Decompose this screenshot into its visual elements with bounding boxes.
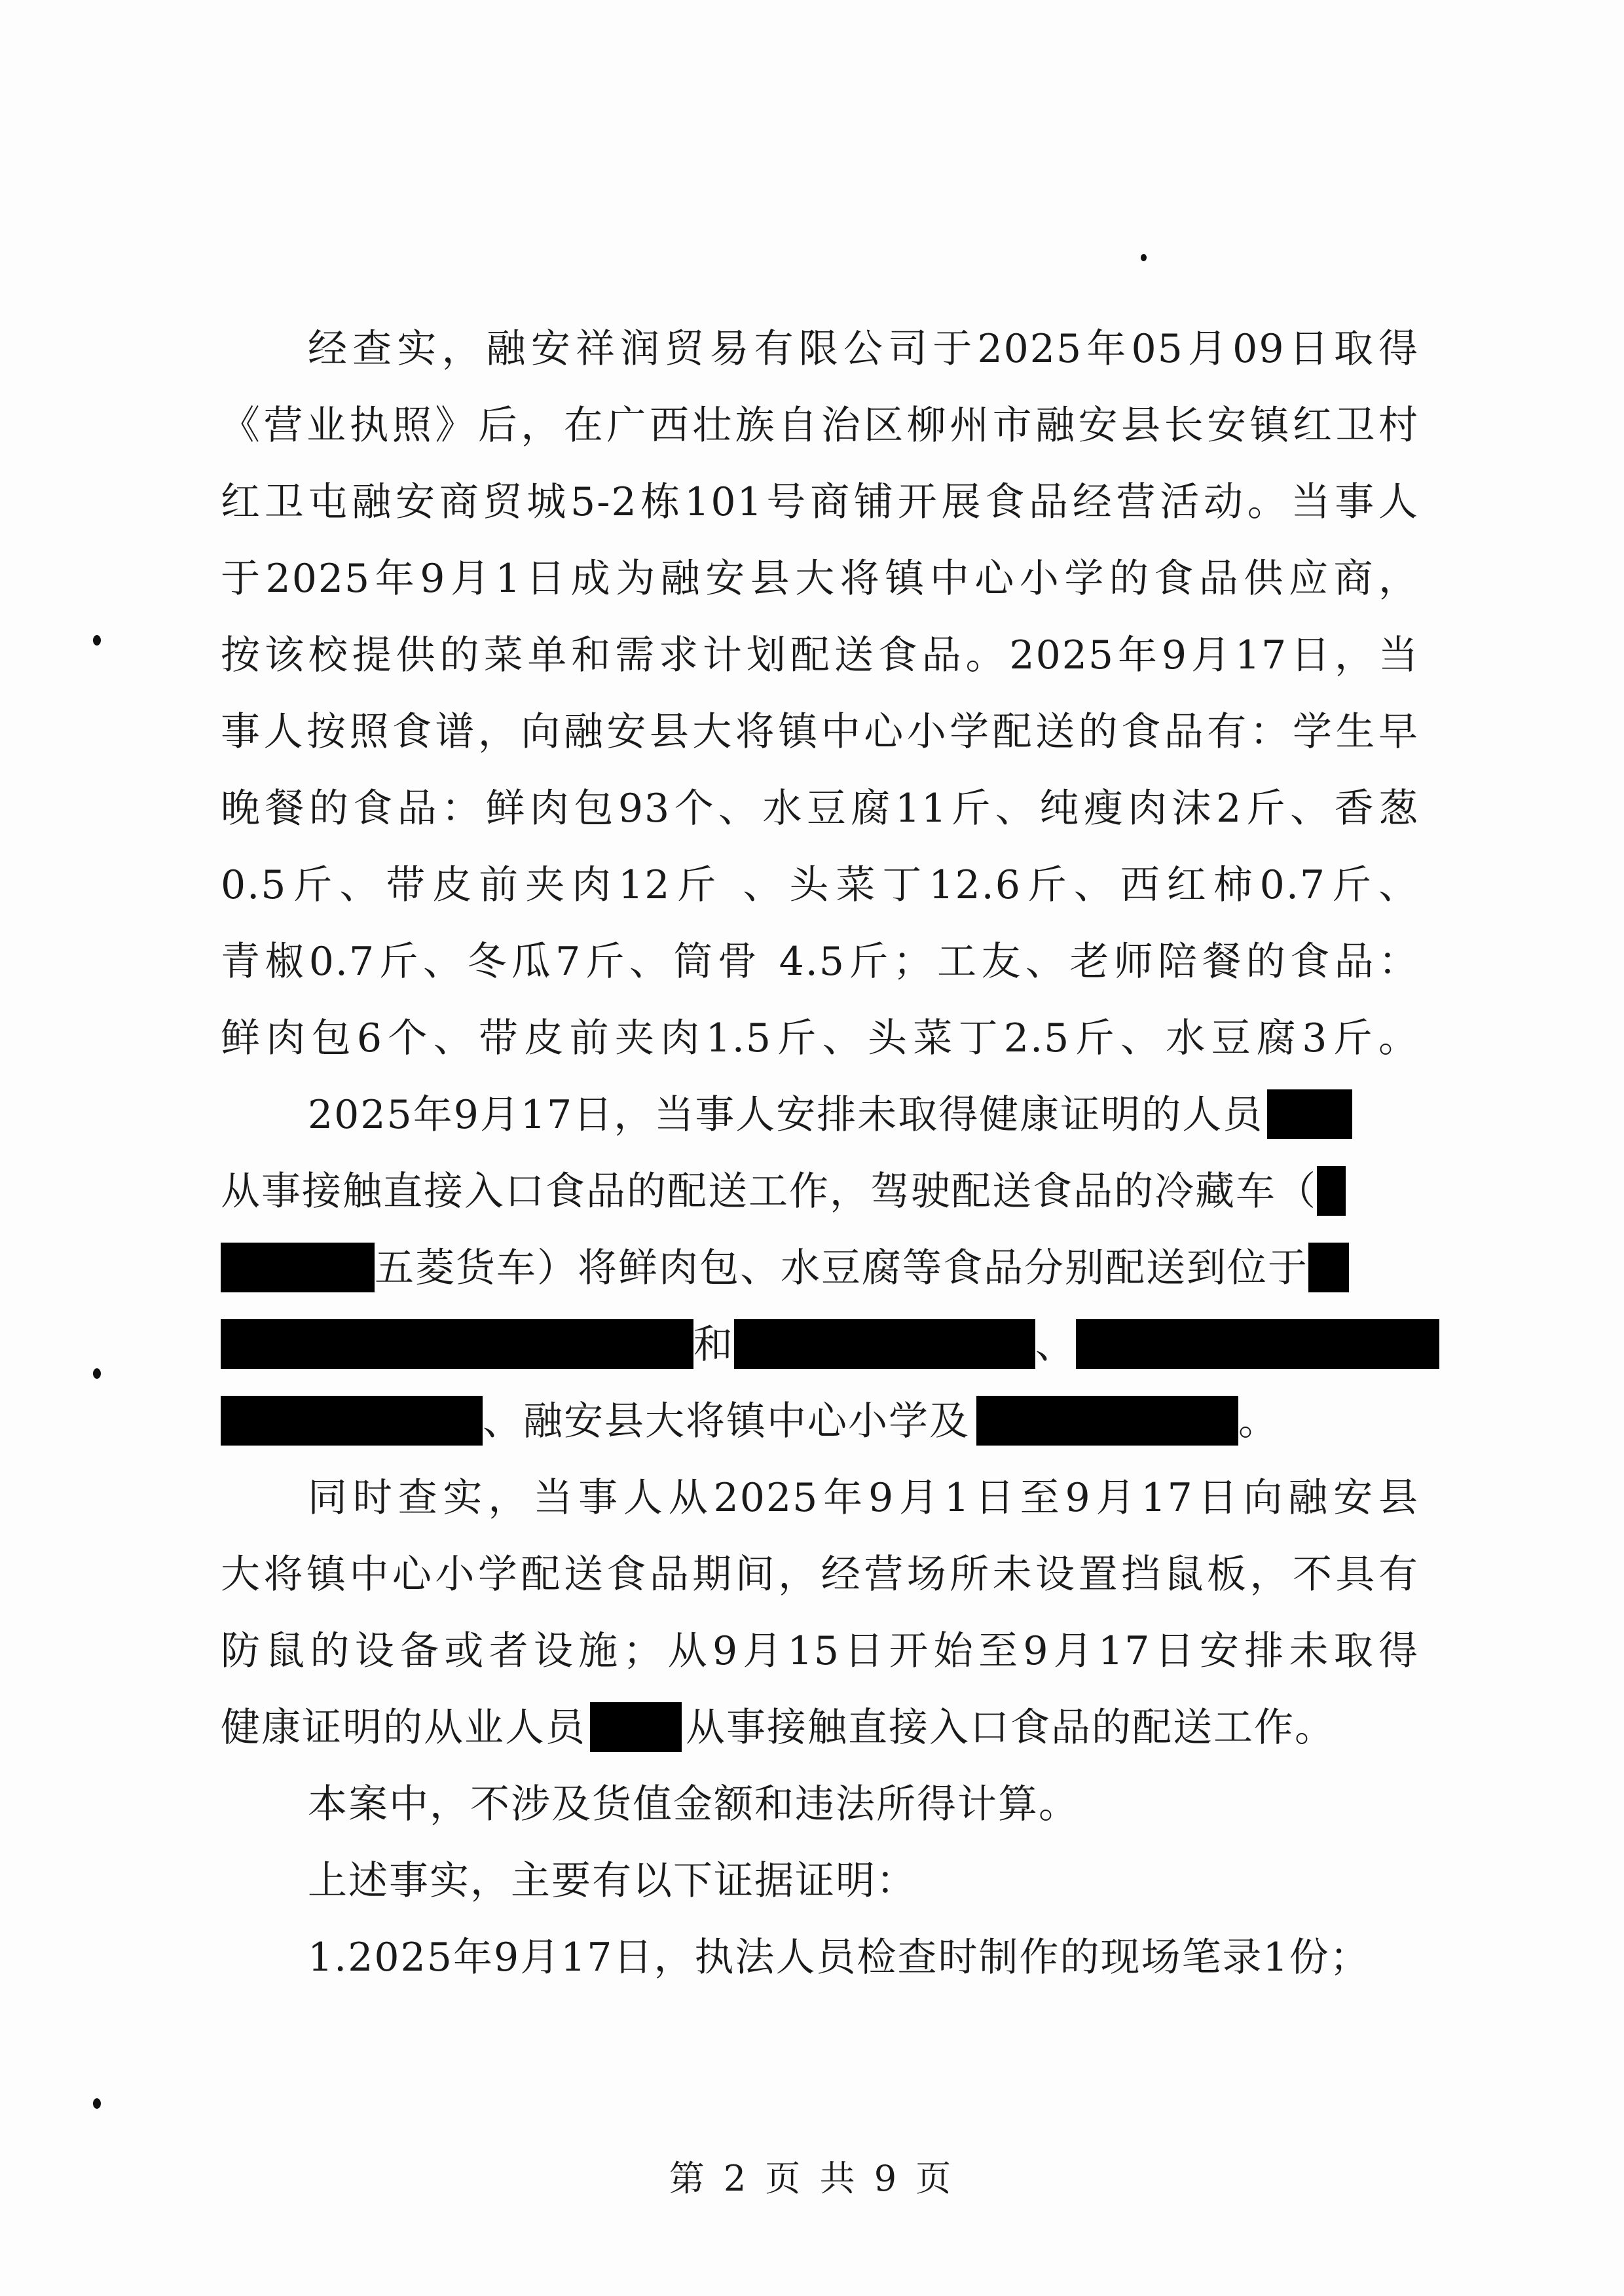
paragraph-line [221,1319,1419,1371]
scan-speck [93,1368,101,1379]
redaction-block [221,1319,693,1369]
text-span: 2025年9月17日，当事人安排未取得健康证明的人员 [308,1092,1264,1138]
text-span: 和 [693,1322,734,1368]
paragraph-line: 1.2025年9月17日，执法人员检查时制作的现场笔录1份； [308,1935,1371,1980]
paragraph-line [221,1242,1419,1294]
scan-speck [93,2098,101,2109]
redaction-block [734,1319,1035,1369]
paragraph-line: 上述事实，主要有以下证据证明： [308,1858,917,1904]
text-span: 从事接触直接入口食品的配送工作。 [686,1705,1335,1751]
text-span: 从事接触直接入口食品的配送工作，驾驶配送食品的冷藏车（ [221,1169,1317,1214]
paragraph-line: 按该校提供的菜单和需求计划配送食品。2025年9月17日，当 [221,632,1419,678]
redaction-block [1308,1243,1349,1292]
paragraph-line: 红卫屯融安商贸城5-2栋101号商铺开展食品经营活动。当事人 [221,479,1419,525]
paragraph-line: 于2025年9月1日成为融安县大将镇中心小学的食品供应商， [221,556,1419,602]
redaction-block [976,1396,1238,1446]
text-span: 健康证明的从业人员 [221,1705,586,1751]
paragraph-line [221,1395,1419,1448]
paragraph-line: 大将镇中心小学配送食品期间，经营场所未设置挡鼠板，不具有 [221,1552,1419,1597]
scan-speck [93,635,101,646]
paragraph-line: 0.5斤、带皮前夹肉12斤 、头菜丁12.6斤、西红柿0.7斤、 [221,862,1419,908]
scan-speck [1141,254,1147,261]
paragraph-line: 鲜肉包6个、带皮前夹肉1.5斤、头菜丁2.5斤、水豆腐3斤。 [221,1015,1419,1061]
paragraph-line: 同时查实，当事人从2025年9月1日至9月17日向融安县 [308,1475,1419,1521]
text-span: 、 [1035,1322,1076,1368]
paragraph-line [221,1165,1419,1218]
redaction-block [590,1702,682,1752]
text-span: 五菱货车）将鲜肉包、水豆腐等食品分别配送到位于 [375,1245,1308,1291]
paragraph-line: 经查实，融安祥润贸易有限公司于2025年05月09日取得 [308,326,1419,372]
page-number-footer: 第 2 页 共 9 页 [669,2158,955,2199]
paragraph-line [221,1702,1419,1754]
redaction-block [1317,1166,1346,1216]
redaction-block [221,1396,483,1446]
text-span: 。 [1238,1398,1279,1444]
redaction-block [1267,1089,1352,1139]
text-span: 、融安县大将镇中心小学及 [483,1398,970,1444]
redaction-block [221,1243,375,1292]
paragraph-line [308,1089,1419,1141]
paragraph-line: 晚餐的食品：鲜肉包93个、水豆腐11斤、纯瘦肉沫2斤、香葱 [221,786,1419,831]
paragraph-line: 青椒0.7斤、冬瓜7斤、筒骨 4.5斤；工友、老师陪餐的食品： [221,939,1419,985]
paragraph-line: 本案中，不涉及货值金额和违法所得计算。 [308,1781,1079,1827]
redaction-block [1076,1319,1439,1369]
paragraph-line: 《营业执照》后，在广西壮族自治区柳州市融安县长安镇红卫村 [221,403,1419,448]
paragraph-line: 防鼠的设备或者设施；从9月15日开始至9月17日安排未取得 [221,1628,1419,1674]
paragraph-line: 事人按照食谱，向融安县大将镇中心小学配送的食品有：学生早 [221,709,1419,755]
